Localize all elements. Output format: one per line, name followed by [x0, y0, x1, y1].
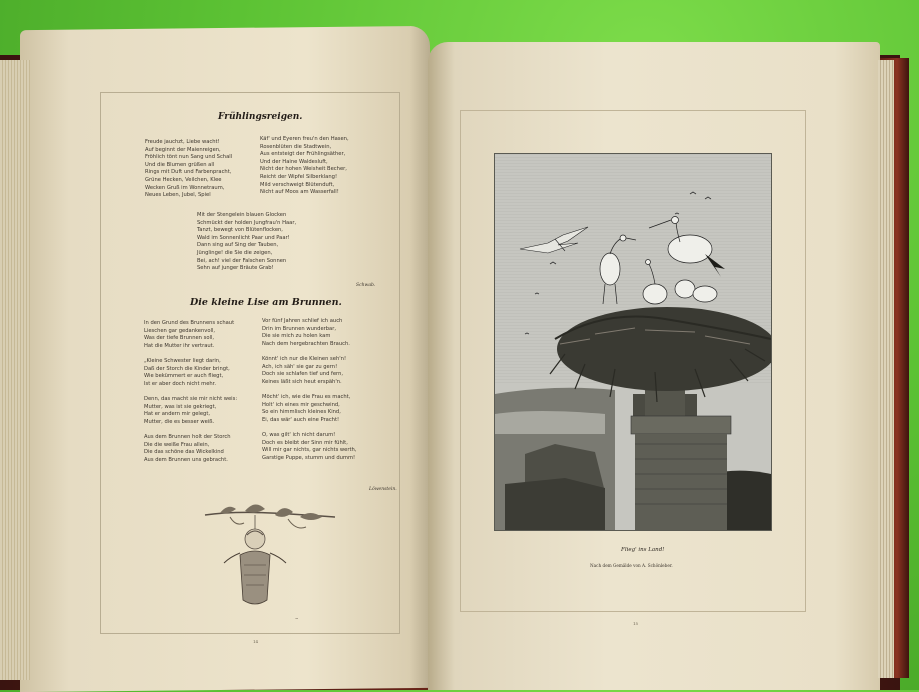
poem-line: Neues Leben, Jubel, Spiel	[145, 192, 211, 199]
poem-line	[262, 386, 356, 394]
svg-text:~: ~	[295, 616, 299, 621]
poem-line: Könnt' ich nur die Kleinen seh'n!	[262, 355, 347, 362]
poem1-signature: Schwab.	[356, 283, 376, 288]
poem-line: Mutter, die es besser weiß.	[144, 418, 215, 425]
poem-line	[262, 348, 356, 356]
poem-line: Und der Haine Waldesluft,	[260, 158, 328, 165]
poem-line: Ach, ich säh' sie gar zu gern!	[262, 363, 338, 370]
poem-line: Nach dem hergebrachten Brauch.	[262, 340, 350, 347]
poem-line: Wecken Gruß im Wonnetraum,	[145, 184, 225, 191]
poem-line: Doch sie schlafen tief und fern,	[262, 371, 344, 378]
poem-line: Mild verschweigt Blütenduft,	[260, 181, 335, 188]
poem-line: Rings mit Duft und Farbenpracht,	[145, 169, 232, 176]
plate-caption: Flieg' ins Land!	[621, 547, 665, 553]
poem-line: Aus dem Brunnen uns gebracht.	[144, 456, 228, 463]
poem-line	[144, 350, 237, 358]
poem-line: Lieschen gar gedankenvoll,	[144, 327, 216, 334]
poem-line: Dann sing auf Sing der Tauben,	[197, 242, 279, 249]
right-page-stack	[878, 60, 894, 678]
poem-line: Keines läßt sich heut erspäh'n.	[262, 378, 342, 385]
poem-line: Auf beginnt der Maienreigen,	[145, 146, 221, 153]
poem1-col1	[145, 139, 232, 200]
poem-line: Doch es bleibt der Sinn mir fühlt,	[262, 439, 348, 446]
poem-line: Käf' und Eyeren freu'n den Hasen,	[260, 136, 349, 142]
poem2-signature: Löwenstein.	[369, 487, 397, 492]
poem-line: Garstige Puppe, stumm und dumm!	[262, 454, 356, 461]
poem-line: Tanzt, bewegt von Blütenflocken,	[197, 227, 283, 234]
poem-line: Denn, das macht sie mir nicht weis:	[144, 395, 238, 402]
poem-line: O, was gilt' ich nicht darum!	[262, 431, 336, 438]
poem1-title: Frühlingsreigen.	[218, 112, 303, 122]
poem-line: Ist er aber doch nicht mehr.	[144, 380, 216, 387]
poem-line: Nicht auf Moos am Wasserfall!	[260, 189, 339, 196]
poem-line: Rosenblüten die Stadtwein,	[260, 143, 332, 150]
poem2-col2	[262, 318, 356, 462]
poem-line: Grüne Hecken, Veilchen, Klee	[145, 176, 222, 183]
poem-line: Die sie mich zu holen kam	[262, 333, 331, 340]
poem-line	[144, 388, 237, 396]
poem-line: Aus dem Brunnen holt der Storch	[144, 433, 231, 440]
plate-credit: Nach dem Gemälde von A. Schönleber.	[590, 563, 673, 568]
poem-line: Jünglinge! die Sie die zeigen,	[197, 249, 273, 256]
poem-line: Freude jauchzt, Liebe wacht!	[145, 139, 220, 145]
poem-line: Die die weiße Frau allein,	[144, 441, 210, 448]
poem-line: Was der tiefe Brunnen soll,	[144, 335, 215, 342]
poem-line: Möcht' ich, wie die Frau es macht,	[262, 393, 351, 400]
poem-line: Mutter, was ist sie gekriegt,	[144, 403, 217, 410]
left-page-number: 14	[253, 639, 259, 644]
poem-line: Nicht der hohen Weisheit Becher,	[260, 166, 347, 173]
poem-line: In den Grund des Brunnens schaut	[144, 320, 235, 326]
poem-line: Und die Blumen grüßen all	[145, 161, 215, 168]
poem-line: Reicht der Wipfel Silberklang!	[260, 173, 338, 180]
poem-line: Hat die Mutter ihr vertraut.	[144, 342, 215, 349]
storks-nest-engraving	[494, 153, 772, 531]
poem-line: Aus entsteigt der Frühlingsäther,	[260, 151, 346, 158]
poem2-col1	[144, 320, 237, 464]
poem-line: Bei, ach! viel der Falschen Sonnen	[197, 257, 287, 264]
poem-line: Fröhlich tönt nun Sang und Schall	[145, 154, 233, 161]
poem-line: Holt' ich eines mir geschwind,	[262, 401, 340, 408]
poem-line: Wald im Sonnenlicht Paar und Paar!	[197, 234, 290, 241]
poem-line: Hat er andern mir gelegt,	[144, 411, 211, 418]
poem-line: Schmückt der holden Jungfrau'n Haar,	[197, 219, 297, 226]
poem1-col3	[197, 212, 296, 273]
poem-line: Daß der Storch die Kinder bringt,	[144, 365, 230, 372]
poem-line: Drin im Brunnen wunderbar,	[262, 325, 337, 332]
poem-line	[144, 426, 237, 434]
poem-line: Die das schöne das Wickelkind	[144, 449, 224, 456]
poem-line: Mit der Stengelein blauen Glocken	[197, 212, 287, 218]
right-page-number: 15	[633, 621, 639, 626]
poem-line	[262, 424, 356, 432]
poem2-title: Die kleine Lise am Brunnen.	[190, 297, 342, 308]
poem-line: Will mir gar nichts, gar nichts werth,	[262, 447, 357, 454]
poem-line: Sehn auf junger Bräute Grab!	[197, 265, 274, 272]
poem-line: Ei, das wär' auch eine Pracht!	[262, 416, 340, 423]
poem-line: „Kleine Schwester liegt darin,	[144, 357, 221, 364]
poem1-col2	[260, 136, 349, 197]
baby-vignette-illustration	[200, 495, 340, 635]
poem-line: Wie bekümmert er auch fliegt,	[144, 373, 224, 380]
poem-line: Vor fünf Jahren schlief ich auch	[262, 318, 343, 324]
left-page-stack	[0, 60, 30, 680]
poem-line: So ein himmlisch kleines Kind,	[262, 409, 341, 416]
